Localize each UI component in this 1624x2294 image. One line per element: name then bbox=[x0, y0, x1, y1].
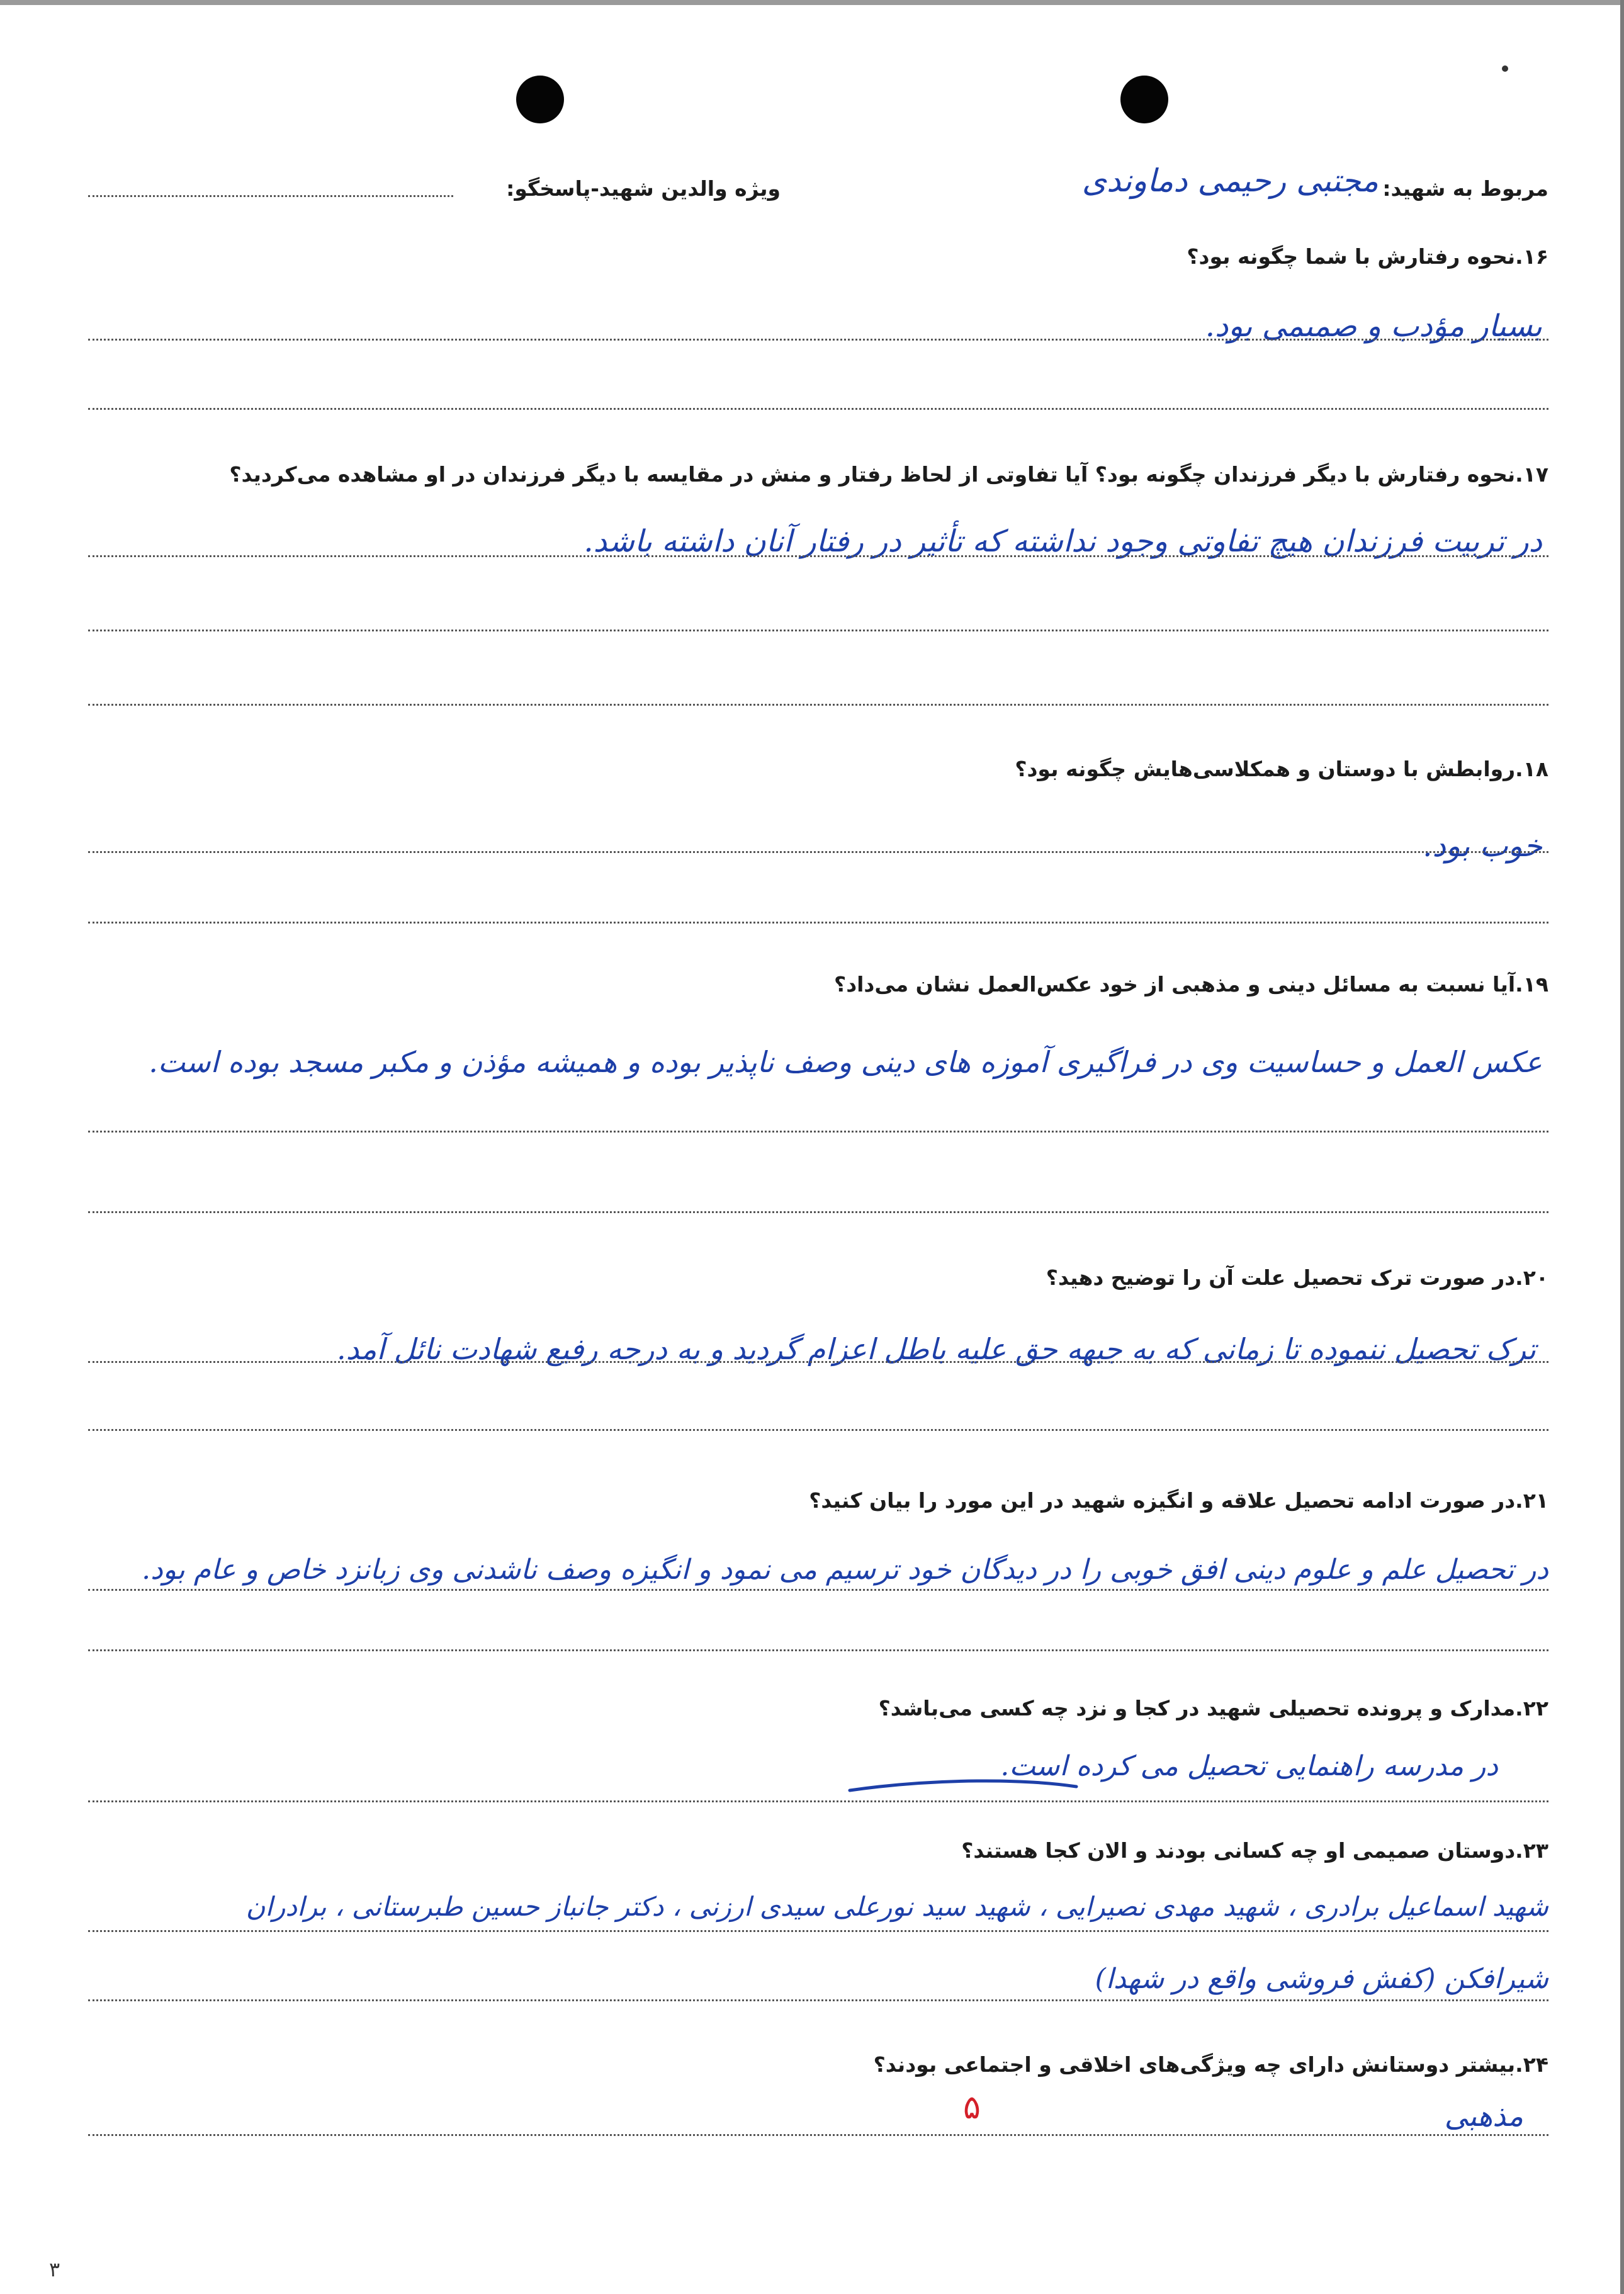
answer-19: عکس العمل و حساسیت وی در فراگیری آموزه های دینی وصف ناپذیر بوده و همیشه مؤذن و مکبر مسجد بوده است. bbox=[149, 1045, 1542, 1079]
answer-line bbox=[88, 555, 1548, 557]
binder-hole-right bbox=[1120, 76, 1168, 123]
question-number: ۲۴. bbox=[1515, 2052, 1548, 2077]
martyr-name: مجتبی رحیمی دماوندی bbox=[1081, 162, 1379, 199]
answer-17: در تربیت فرزندان هیچ تفاوتی وجود نداشته که تأثیر در رفتار آنان داشته باشد. bbox=[584, 524, 1542, 559]
answer-line bbox=[88, 1211, 1548, 1213]
page-number: ۳ bbox=[49, 2257, 60, 2281]
question-number: ۱۷. bbox=[1515, 462, 1548, 487]
answer-line bbox=[88, 1649, 1548, 1651]
question-24 bbox=[874, 2052, 1548, 2077]
question-19 bbox=[834, 972, 1548, 997]
answer-line bbox=[88, 2134, 1548, 2136]
question-text: در صورت ادامه تحصیل علاقه و انگیزه شهید در این مورد را بیان کنید؟ bbox=[809, 1488, 1516, 1513]
answer-21: در تحصیل علم و علوم دینی افق خوبی را در دیدگان خود ترسیم می نمود و انگیزه وصف ناشدنی وی زبانزد خاص و عام بود. bbox=[142, 1554, 1548, 1586]
question-17 bbox=[229, 462, 1548, 487]
question-23 bbox=[961, 1838, 1548, 1863]
question-21 bbox=[809, 1488, 1548, 1513]
answer-line bbox=[88, 1589, 1548, 1591]
question-text: نحوه رفتارش با دیگر فرزندان چگونه بود؟ آیا تفاوتی از لحاظ رفتار و منش در مقایسه با دیگر فرزندان در او مشاهده می‌کردید؟ bbox=[229, 462, 1516, 487]
answer-line bbox=[88, 408, 1548, 410]
question-number: ۱۹. bbox=[1515, 972, 1548, 997]
question-text: مدارک و پرونده تحصیلی شهید در کجا و نزد چه کسی می‌باشد؟ bbox=[878, 1696, 1516, 1720]
answer-line bbox=[88, 1800, 1548, 1802]
answer-underline-stroke bbox=[837, 1775, 1089, 1800]
question-number: ۲۰. bbox=[1515, 1265, 1548, 1290]
red-page-mark: ۵ bbox=[963, 2089, 981, 2127]
answer-24: مذهبی bbox=[1444, 2099, 1523, 2133]
question-number: ۲۳. bbox=[1515, 1838, 1548, 1863]
answer-line bbox=[88, 339, 1548, 341]
answer-line bbox=[88, 1131, 1548, 1133]
question-18 bbox=[1015, 757, 1548, 781]
answer-line bbox=[88, 922, 1548, 924]
question-text: در صورت ترک تحصیل علت آن را توضیح دهید؟ bbox=[1046, 1265, 1516, 1290]
question-16 bbox=[1187, 244, 1548, 269]
answer-line bbox=[88, 1361, 1548, 1363]
stray-dot bbox=[1502, 65, 1508, 72]
answer-line bbox=[88, 1930, 1548, 1932]
answer-20: ترک تحصیل ننموده تا زمانی که به جبهه حق علیه باطل اعزام گردید و به درجه رفیع شهادت نائل آمد. bbox=[336, 1332, 1536, 1366]
martyr-label: مربوط به شهید: bbox=[1382, 176, 1548, 201]
page-right-edge bbox=[1620, 0, 1624, 2294]
answer-22: در مدرسه راهنمایی تحصیل می کرده است. bbox=[1000, 1750, 1498, 1782]
question-number: ۲۱. bbox=[1515, 1488, 1548, 1513]
answer-18: خوب بود. bbox=[1423, 828, 1542, 864]
question-22 bbox=[879, 1696, 1548, 1720]
question-number: ۱۶. bbox=[1515, 244, 1548, 269]
question-text: آیا نسبت به مسائل دینی و مذهبی از خود عکس‌العمل نشان می‌داد؟ bbox=[834, 972, 1516, 997]
question-20 bbox=[1046, 1265, 1548, 1290]
question-text: دوستان صمیمی او چه کسانی بودند و الان کجا هستند؟ bbox=[961, 1838, 1516, 1863]
responder-label: ویژه والدین شهید-پاسخگو: bbox=[506, 176, 781, 201]
answer-line bbox=[88, 851, 1548, 853]
question-number: ۱۸. bbox=[1515, 757, 1548, 781]
answer-line bbox=[88, 1999, 1548, 2001]
binder-hole-left bbox=[516, 76, 564, 123]
answer-line bbox=[88, 1429, 1548, 1431]
answer-23-line-2: شیرافکن (کفش فروشی واقع در شهدا) bbox=[1095, 1963, 1548, 1995]
answer-23-line-1: شهید اسماعیل برادری ، شهید مهدی نصیرایی ، شهید سید نورعلی سیدی ارزنی ، دکتر جانباز حسین طبرستانی ، برادران bbox=[245, 1891, 1548, 1922]
answer-line bbox=[88, 630, 1548, 631]
question-text: بیشتر دوستانش دارای چه ویژگی‌های اخلاقی و اجتماعی بودند؟ bbox=[873, 2052, 1516, 2077]
page-top-edge bbox=[0, 0, 1624, 5]
answer-line bbox=[88, 704, 1548, 706]
answer-16: بسیار مؤدب و صمیمی بود. bbox=[1205, 308, 1542, 344]
responder-line bbox=[88, 195, 453, 197]
question-number: ۲۲. bbox=[1515, 1696, 1548, 1720]
question-text: روابطش با دوستان و همکلاسی‌هایش چگونه بود؟ bbox=[1015, 757, 1516, 781]
question-text: نحوه رفتارش با شما چگونه بود؟ bbox=[1187, 244, 1516, 269]
